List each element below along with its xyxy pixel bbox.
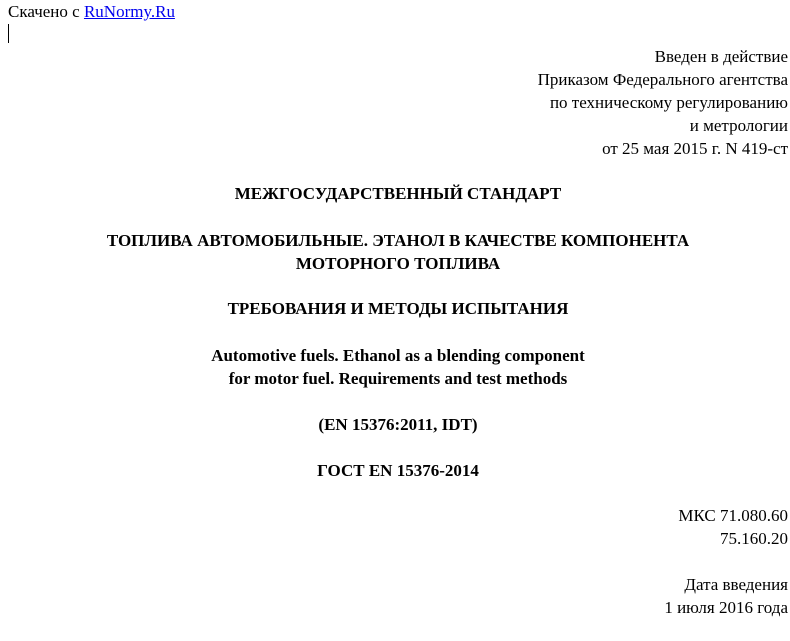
russian-title-line: МОТОРНОГО ТОПЛИВА bbox=[295, 254, 501, 273]
en-reference bbox=[0, 413, 790, 436]
standard-type-heading bbox=[0, 182, 790, 205]
russian-subtitle bbox=[0, 297, 790, 320]
english-title bbox=[0, 344, 790, 390]
enactment-block bbox=[538, 45, 788, 160]
english-title-line: for motor fuel. Requirements and test methods bbox=[228, 369, 568, 388]
gost-number bbox=[0, 459, 790, 482]
mks-line: 75.160.20 bbox=[720, 529, 788, 548]
enactment-line: и метрологии bbox=[689, 116, 788, 135]
en-reference-text: (EN 15376:2011, IDT) bbox=[318, 415, 478, 434]
russian-title bbox=[0, 229, 790, 275]
source-link[interactable]: RuNormy.Ru bbox=[83, 2, 175, 21]
mks-line: МКС 71.080.60 bbox=[678, 506, 788, 525]
enactment-line: Введен в действие bbox=[654, 47, 788, 66]
standard-type-text: МЕЖГОСУДАРСТВЕННЫЙ СТАНДАРТ bbox=[234, 184, 562, 203]
effective-date-line: Дата введения bbox=[684, 575, 788, 594]
mks-codes bbox=[678, 504, 788, 550]
enactment-line: по техническому регулированию bbox=[549, 93, 788, 112]
source-prefix: Скачено с bbox=[8, 2, 80, 21]
enactment-line: от 25 мая 2015 г. N 419-ст bbox=[602, 139, 788, 158]
text-cursor bbox=[8, 24, 9, 43]
source-line bbox=[8, 2, 175, 22]
effective-date-line: 1 июля 2016 года bbox=[664, 598, 788, 617]
english-title-line: Automotive fuels. Ethanol as a blending component bbox=[211, 346, 585, 365]
enactment-line: Приказом Федерального агентства bbox=[537, 70, 788, 89]
effective-date-block bbox=[664, 573, 788, 619]
gost-number-text: ГОСТ EN 15376-2014 bbox=[317, 461, 479, 480]
russian-subtitle-text: ТРЕБОВАНИЯ И МЕТОДЫ ИСПЫТАНИЯ bbox=[227, 299, 569, 318]
russian-title-line: ТОПЛИВА АВТОМОБИЛЬНЫЕ. ЭТАНОЛ В КАЧЕСТВЕ КОМПОНЕНТА bbox=[106, 231, 690, 250]
